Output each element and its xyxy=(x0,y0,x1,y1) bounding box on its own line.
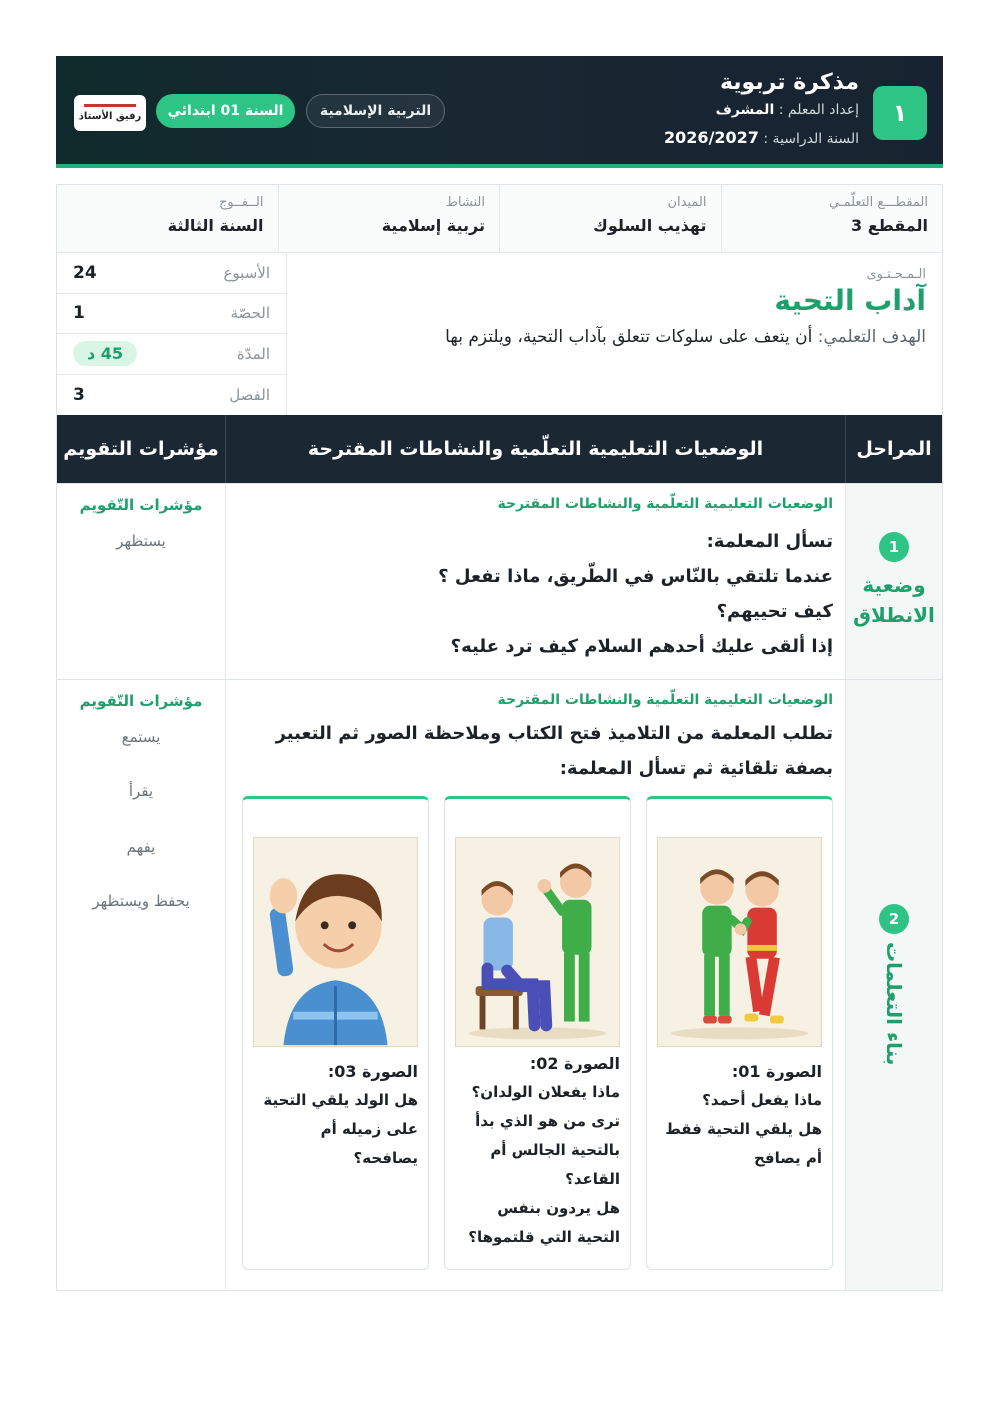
header-evaluation: مؤشرات التقويم xyxy=(63,438,219,460)
meta-value: 3 xyxy=(73,384,85,405)
content-label: الـمـحـتـوى xyxy=(866,267,926,282)
card-question: هل يردون بنفس التحية التي قلتموها؟ xyxy=(468,1199,620,1246)
meta-label: الحصّة xyxy=(230,304,270,323)
learning-goal xyxy=(303,327,926,347)
evaluation-label: مؤشرات التّقويم xyxy=(79,496,203,514)
card-title: الصورة 01: xyxy=(731,1062,822,1081)
info-grid xyxy=(56,184,943,415)
waving-boy-illustration xyxy=(254,838,417,1046)
picture-2-greeting xyxy=(455,837,620,1047)
card-text xyxy=(453,1049,620,1252)
section-label: الوضعيات التعليمية التعلّمية والنشاطات المقترحة xyxy=(497,692,833,708)
brand-logo xyxy=(74,95,146,131)
meta-value: 24 xyxy=(73,262,97,283)
header-banner xyxy=(56,56,943,168)
card-question: ماذا يفعل أحمد؟ xyxy=(702,1091,822,1109)
subject-pill: التربية الإسلامية xyxy=(306,94,445,128)
table-header xyxy=(57,415,942,483)
card-text xyxy=(655,1057,822,1173)
teacher-label: إعداد المعلم : xyxy=(778,102,859,118)
seated-boy-and-standing-boy-illustration xyxy=(456,838,619,1046)
content-box xyxy=(287,253,942,415)
stage-name: بناء التعلمات xyxy=(882,942,906,1066)
info-cell-group xyxy=(57,185,278,252)
table-row xyxy=(57,483,942,679)
lesson-title: آداب التحية xyxy=(774,284,926,317)
picture-cards xyxy=(242,796,833,1280)
stage-cell xyxy=(845,680,942,1290)
question-line: عندما تلتقي بالنّاس في الطّريق، ماذا تفعل ؟ xyxy=(438,566,833,587)
picture-card xyxy=(242,796,429,1270)
card-question: هل يلقي التحية فقط أم يصافح xyxy=(665,1120,822,1167)
instruction-paragraph: تطلب المعلمة من التلاميذ فتح الكتاب وملاحظة الصور ثم التعبير بصفة تلقائية ثم تسأل المعلمة: xyxy=(275,723,833,779)
info-value: تهذيب السلوك xyxy=(593,216,707,235)
question-list xyxy=(242,524,833,664)
info-value: تربية إسلامية xyxy=(381,216,485,235)
picture-card xyxy=(444,796,631,1270)
info-top-row xyxy=(57,185,942,253)
evaluation-item: يستظهر xyxy=(116,532,166,550)
logo-text: رفيق الأستاذ xyxy=(78,111,142,122)
evaluation-cell xyxy=(57,680,225,1290)
level-pill: السنة 01 ابتدائي xyxy=(156,94,295,128)
info-label: المقطـــع التعلّمـي xyxy=(828,195,928,210)
goal-label: الهدف التعلمي: xyxy=(817,327,926,347)
meta-value: 1 xyxy=(73,303,85,324)
stage-name-line: الانطلاق xyxy=(853,603,935,627)
meta-row-session xyxy=(57,294,286,335)
year-label: السنة الدراسية : xyxy=(763,131,859,147)
lesson-number-badge: ١ xyxy=(873,86,927,140)
two-boys-shaking-hands-illustration xyxy=(658,838,821,1046)
picture-3-waving xyxy=(253,837,418,1047)
activities-cell xyxy=(225,680,845,1290)
duration-badge: 45 د xyxy=(73,341,137,366)
card-question: هل الولد يلقي التحية على زميله أم يصافحه؟ xyxy=(263,1091,418,1167)
evaluation-label: مؤشرات التّقويم xyxy=(79,692,203,710)
session-meta-table xyxy=(57,253,287,415)
stage-number-badge: 1 xyxy=(879,532,909,562)
question-line: إذا ألقى عليك أحدهم السلام كيف ترد عليه؟ xyxy=(450,636,833,657)
evaluation-item: يقرأ xyxy=(128,782,154,800)
info-cell-activity xyxy=(278,185,500,252)
goal-text: أن يتعف على سلوكات تتعلق بآداب التحية، ويلتزم بها xyxy=(445,327,813,347)
evaluation-item: يفهم xyxy=(126,838,156,856)
info-label: الــفــوج xyxy=(219,195,264,210)
card-question: ترى من هو الذي بدأ بالتحية الجالس أم القاعد؟ xyxy=(475,1112,620,1188)
info-label: النشاط xyxy=(445,195,485,210)
question-line: تسأل المعلمة: xyxy=(706,531,833,552)
stage-cell xyxy=(845,484,942,679)
info-label: الميدان xyxy=(667,195,707,210)
evaluation-cell xyxy=(57,484,225,679)
header-activities: الوضعيات التعليمية التعلّمية والنشاطات المقترحة xyxy=(225,415,845,483)
picture-1-handshake xyxy=(657,837,822,1047)
card-title: الصورة 03: xyxy=(327,1062,418,1081)
meta-row-week xyxy=(57,253,286,294)
evaluation-item: يستمع xyxy=(121,728,161,746)
meta-label: المدّة xyxy=(236,344,270,363)
meta-row-term xyxy=(57,375,286,416)
header-stages: المراحل xyxy=(845,415,942,483)
card-title: الصورة 02: xyxy=(529,1054,620,1073)
picture-card xyxy=(646,796,833,1270)
year-line xyxy=(664,128,859,147)
card-question: ماذا يفعلان الولدان؟ xyxy=(471,1083,620,1101)
page-title: مذكرة تربوية xyxy=(719,70,859,95)
logo-accent-bar xyxy=(84,104,136,107)
card-text xyxy=(251,1057,418,1173)
table-row xyxy=(57,679,942,1290)
activities-cell xyxy=(225,484,845,679)
meta-label: الأسبوع xyxy=(223,263,270,282)
info-cell-domain xyxy=(499,185,721,252)
evaluation-item: يحفظ ويستظهر xyxy=(92,892,190,910)
stage-number-badge: 2 xyxy=(879,904,909,934)
teacher-line xyxy=(716,102,859,118)
meta-row-duration xyxy=(57,334,286,375)
section-label: الوضعيات التعليمية التعلّمية والنشاطات المقترحة xyxy=(497,496,833,512)
meta-label: الفصل xyxy=(229,385,270,404)
info-cell-segment xyxy=(721,185,943,252)
stage-name xyxy=(853,570,935,630)
year-value: 2026/2027 xyxy=(664,128,759,147)
stage-name-line: وضعية xyxy=(862,573,926,597)
question-line: كيف تحييهم؟ xyxy=(716,601,833,622)
info-content-row xyxy=(57,253,942,415)
teacher-name: المشرف xyxy=(715,102,775,118)
info-value: السنة الثالثة xyxy=(167,216,264,235)
stages-table xyxy=(56,415,943,1291)
lesson-plan-page xyxy=(56,56,943,1291)
info-value: المقطع 3 xyxy=(851,216,928,235)
